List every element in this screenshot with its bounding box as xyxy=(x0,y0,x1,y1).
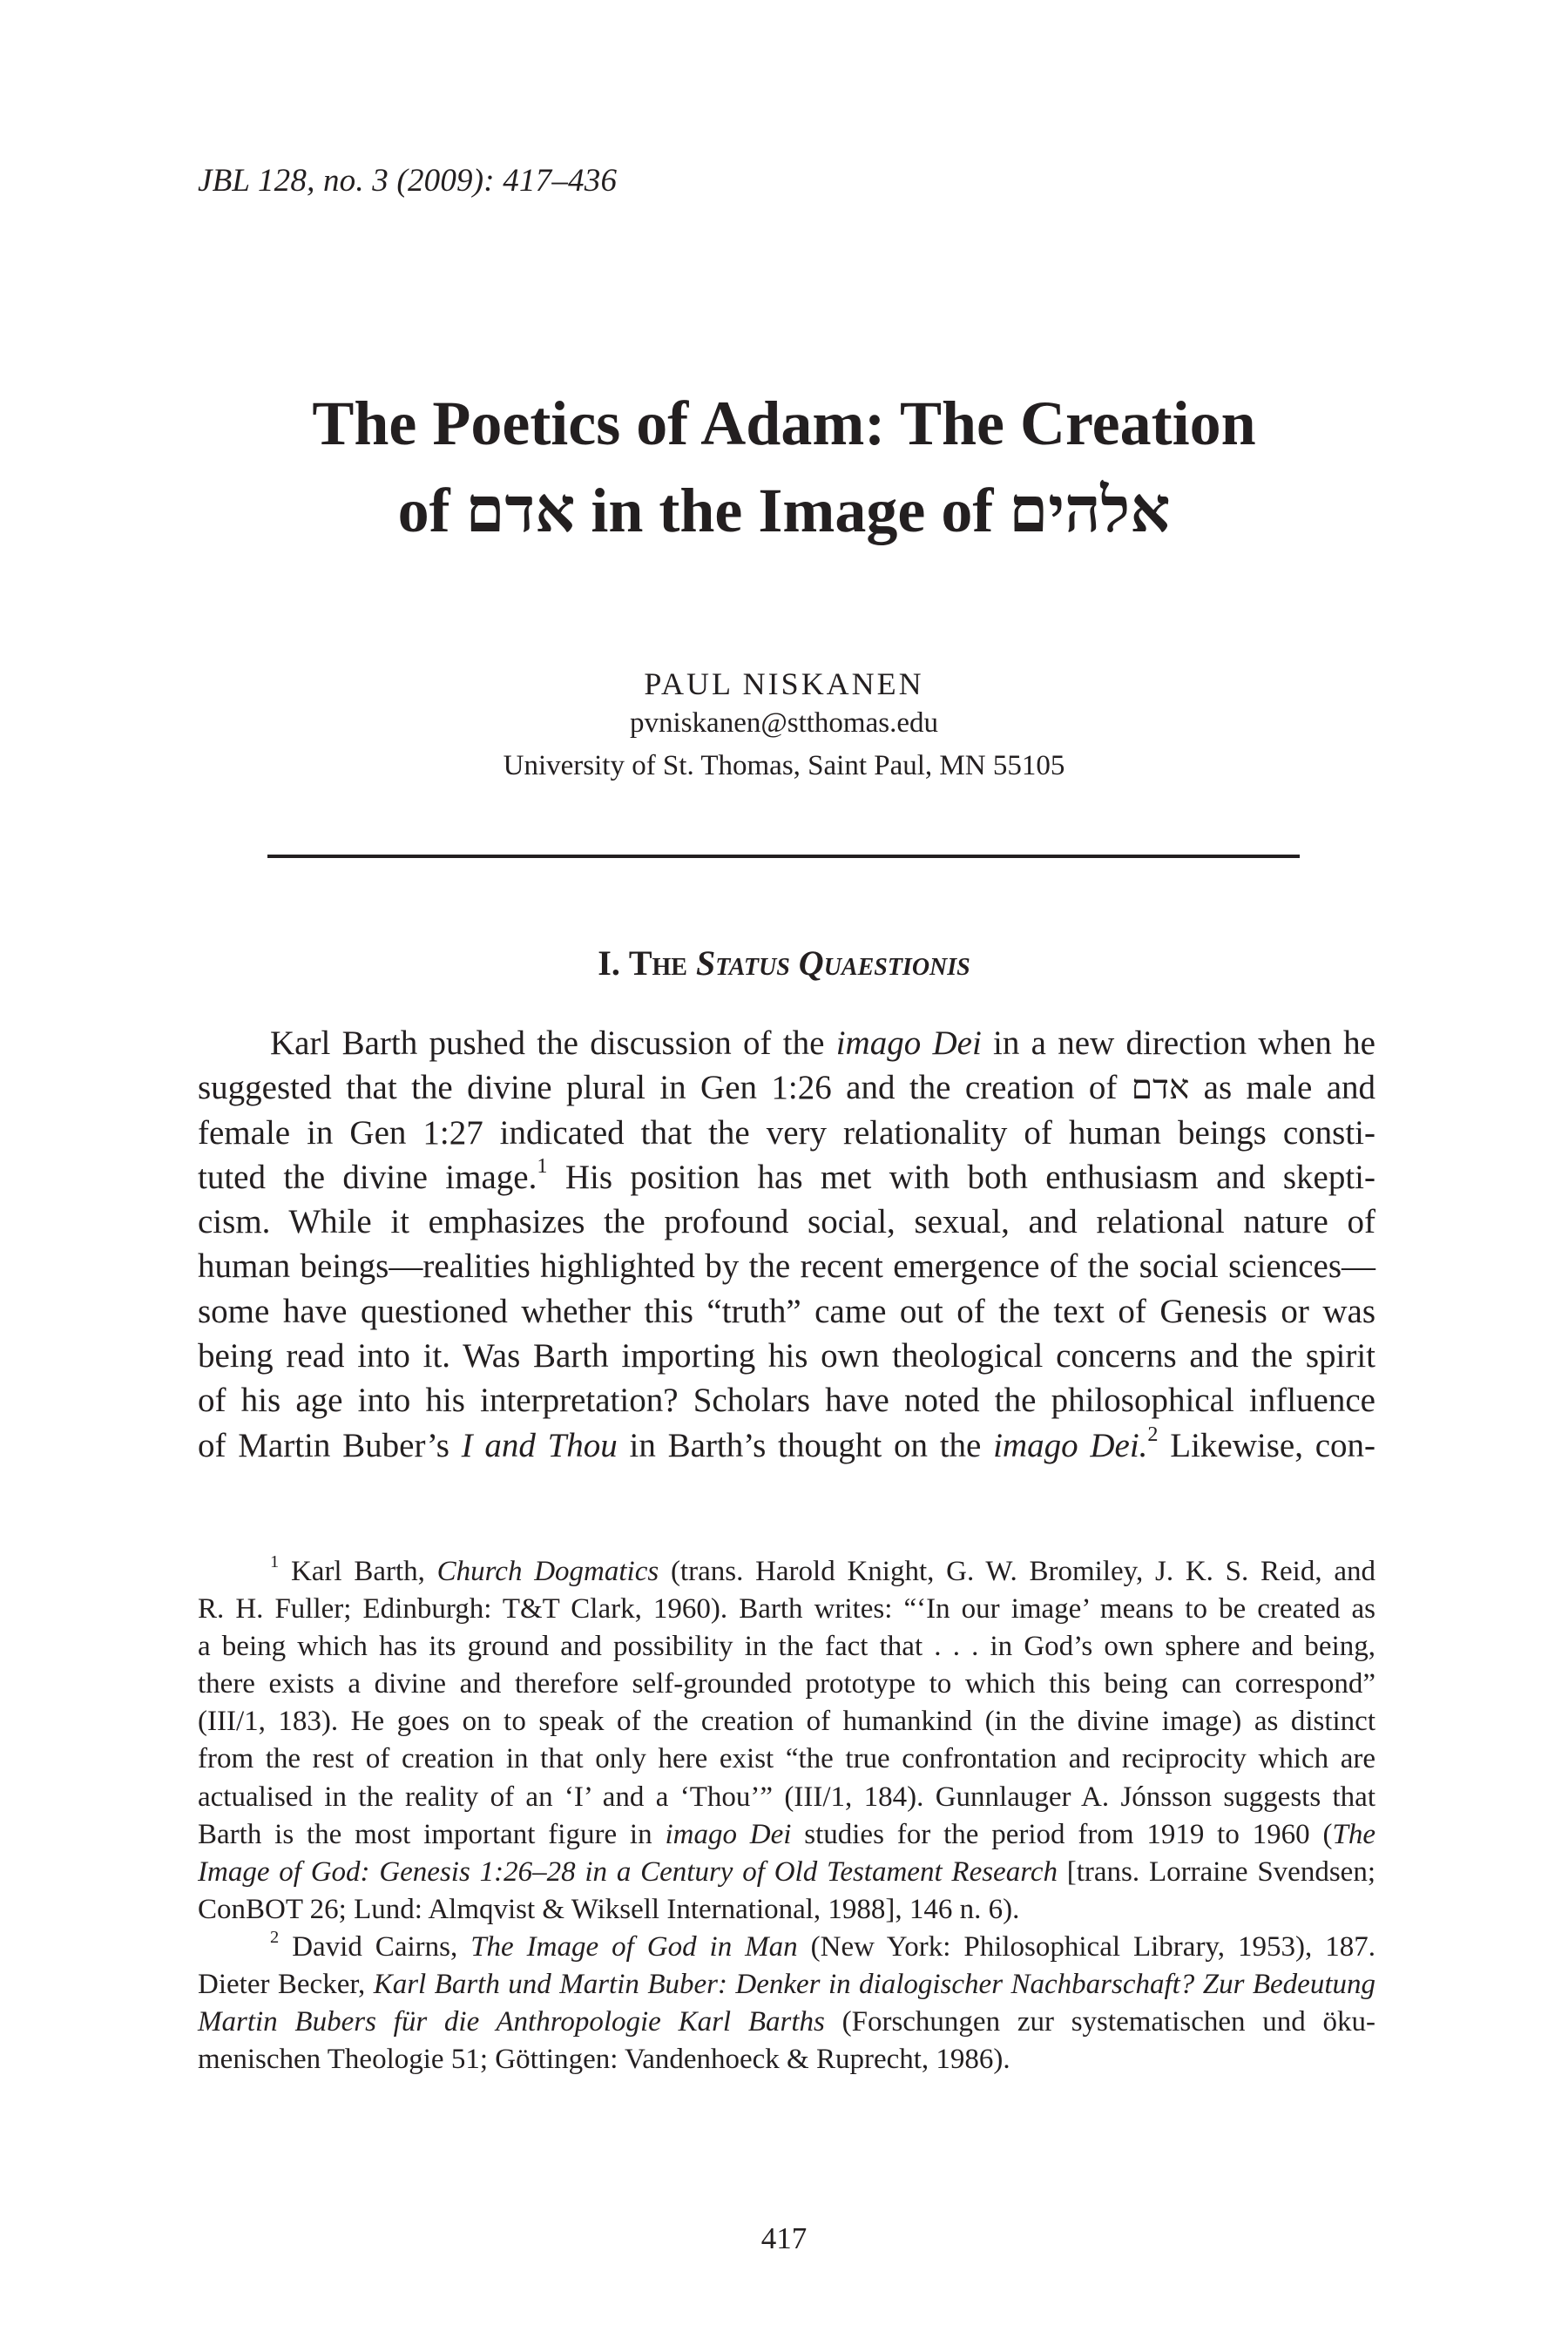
body-line: being read into it. Was Barth importing his own theological concerns and the spirit xyxy=(198,1337,1375,1375)
footnote-line: (III/1, 183). He goes on to speak of the creation of humankind (in the divine image) as distinct xyxy=(198,1706,1375,1738)
footnote-line: actualised in the reality of an ‘I’ and a ‘Thou’” (III/1, 184). Gunnlauger A. Jónsson suggests that xyxy=(198,1781,1375,1813)
footnote-line: Dieter Becker, Karl Barth und Martin Buber: Denker in dialogischer Nachbarschaft? Zur Bedeutung xyxy=(198,1969,1375,2001)
footnote-line: Martin Bubers für die Anthropologie Karl Barths (Forschungen zur systematischen und öku- xyxy=(198,2006,1375,2038)
footnote-line: $^2$ David Cairns, The Image of God in Man (New York: Philosophical Library, 1953), 187. xyxy=(270,1927,1375,1963)
title-line-1: The Poetics of Adam: The Creation xyxy=(312,389,1256,458)
footnote-line: Image of God: Genesis 1:26–28 in a Century of Old Testament Research [trans. Lorraine Svendsen; xyxy=(198,1855,1375,1888)
section-heading-italic: Status Quaestionis xyxy=(695,943,970,983)
footnote-line: ConBOT 26; Lund: Almqvist & Wiksell International, 1988], 146 n. 6). xyxy=(198,1893,1020,1925)
article-title xyxy=(0,380,1568,554)
footnote-ref-2: 2 xyxy=(1147,1423,1159,1447)
footnote-number-1: 1 xyxy=(270,1551,280,1571)
footnote-line: there exists a divine and therefore self-grounded prototype to which this being can correspond” xyxy=(198,1668,1375,1700)
footnotes xyxy=(198,1553,1375,2078)
body-line: Karl Barth pushed the discussion of the imago Dei in a new direction when he xyxy=(270,1024,1375,1062)
footnote-line: R. H. Fuller; Edinburgh: T&T Clark, 1960). Barth writes: “‘In our image’ means to be created as xyxy=(198,1593,1375,1625)
journal-citation: JBL 128, no. 3 (2009): 417–436 xyxy=(198,163,618,199)
title-divider xyxy=(267,855,1300,858)
body-line: human beings—realities highlighted by the recent emergence of the social sciences— xyxy=(198,1247,1375,1286)
footnote-ref-1: 1 xyxy=(537,1154,548,1179)
footnote-line: Barth is the most important figure in imago Dei studies for the period from 1919 to 1960 (The xyxy=(198,1818,1375,1850)
section-heading xyxy=(0,943,1568,983)
body-line: cism. While it emphasizes the profound social, sexual, and relational nature of xyxy=(198,1203,1375,1241)
body-line: suggested that the divine plural in Gen 1:26 and the creation of אדם as male and xyxy=(198,1069,1376,1107)
footnote-number-2: 2 xyxy=(270,1927,280,1947)
footnote-line: menischen Theologie 51; Göttingen: Vandenhoeck & Ruprecht, 1986). xyxy=(198,2044,1010,2076)
body-line: some have questioned whether this “truth” came out of the text of Genesis or was xyxy=(198,1292,1375,1330)
body-paragraph xyxy=(198,1021,1375,1468)
footnote-line: from the rest of creation in that only here exist “the true confrontation and reciprocity which are xyxy=(198,1743,1375,1775)
author-affiliation: University of St. Thomas, Saint Paul, MN 55105 xyxy=(503,750,1065,781)
author-email: pvniskanen@stthomas.edu xyxy=(630,707,938,739)
section-heading-word: The xyxy=(628,943,687,983)
body-line: tuted the divine image.$^1$ His position has met with both enthusiasm and skepti- xyxy=(198,1154,1375,1196)
body-line: of Martin Buber’s I and Thou in Barth’s thought on the imago Dei.$^2$ Likewise, con- xyxy=(198,1423,1375,1464)
body-line: of his age into his interpretation? Scholars have noted the philosophical influence xyxy=(198,1382,1375,1420)
body-line: female in Gen 1:27 indicated that the very relationality of human beings consti- xyxy=(198,1113,1375,1152)
author-name: PAUL NISKANEN xyxy=(644,666,924,701)
footnote-line: a being which has its ground and possibility in the fact that . . . in God’s own sphere and being, xyxy=(198,1631,1375,1663)
section-number: I. xyxy=(598,943,620,983)
footnote-line: $^1$ Karl Barth, Church Dogmatics (trans. Harold Knight, G. W. Bromiley, J. K. S. Reid, and xyxy=(270,1551,1375,1587)
title-line-2: of אדם in the Image of אלהים xyxy=(397,476,1171,545)
page-number: 417 xyxy=(760,2221,808,2255)
